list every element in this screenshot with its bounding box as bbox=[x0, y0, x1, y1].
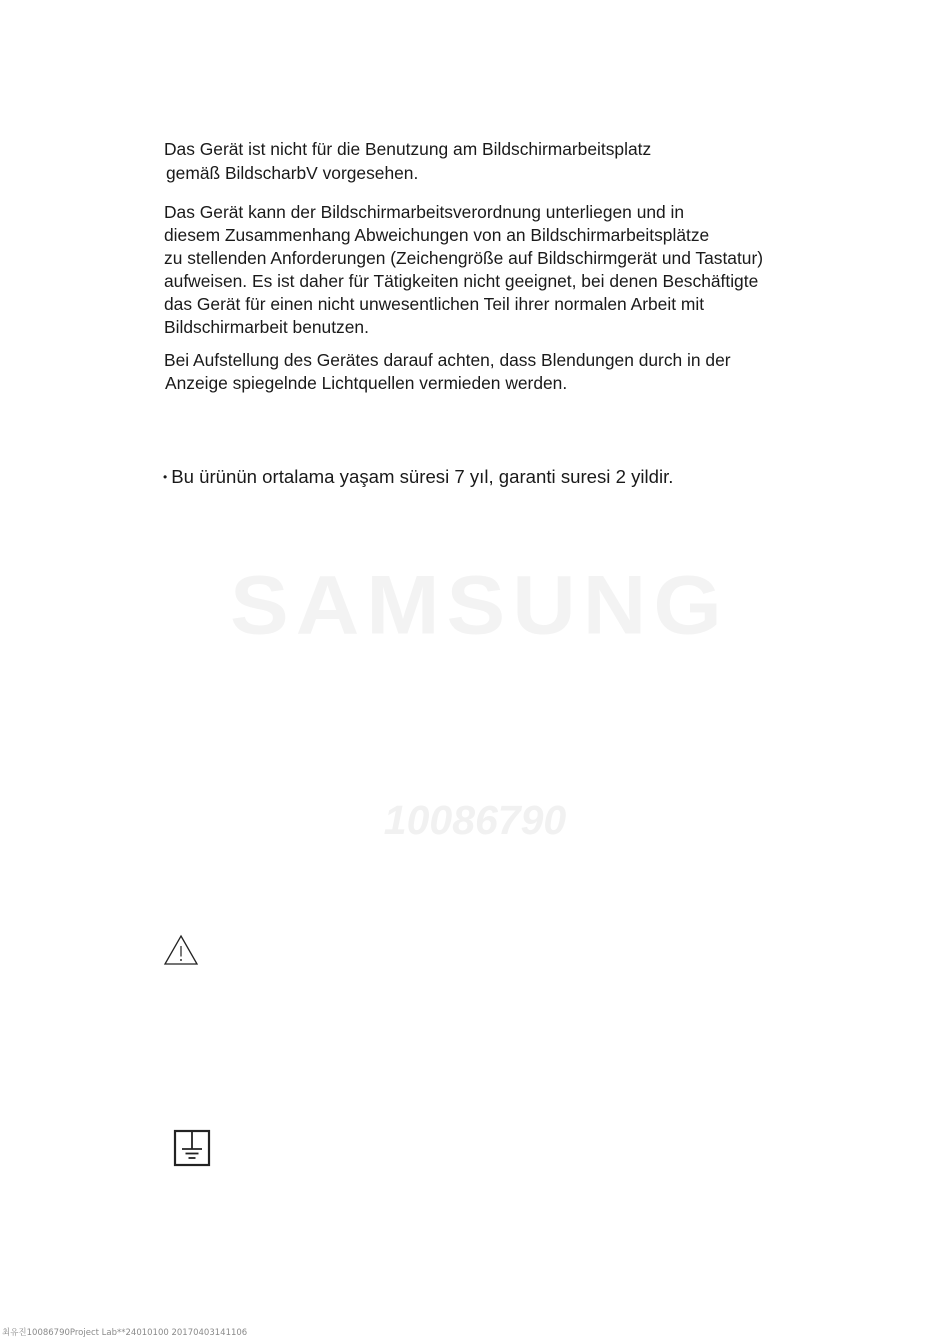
text-line: diesem Zusammenhang Abweichungen von an Bildschirmarbeitsplätze bbox=[164, 225, 710, 245]
text-line: Bildschirmarbeit benutzen. bbox=[164, 317, 369, 337]
lifespan-text: Bu ürünün ortalama yaşam süresi 7 yıl, garanti suresi 2 yildir. bbox=[171, 466, 674, 487]
paragraph-glare-notice bbox=[164, 349, 731, 395]
lifespan-bullet bbox=[163, 465, 673, 489]
paragraph-display-regulation bbox=[164, 201, 763, 339]
text-line: gemäß BildscharbV vorgesehen. bbox=[166, 163, 419, 183]
text-line: Anzeige spiegelnde Lichtquellen vermieden werden. bbox=[165, 373, 568, 393]
protective-earth-icon bbox=[173, 1129, 211, 1167]
print-footer: 최유진10086790Project Lab**24010100 20170403141106 bbox=[2, 1328, 248, 1338]
text-line: Das Gerät ist nicht für die Benutzung am Bildschirmarbeitsplatz bbox=[164, 139, 652, 159]
text-line: das Gerät für einen nicht unwesentlichen Teil ihrer normalen Arbeit mit bbox=[164, 294, 705, 314]
watermark-brand: SAMSUNG bbox=[230, 557, 729, 652]
text-line: Bei Aufstellung des Gerätes darauf achten, dass Blendungen durch in der bbox=[164, 350, 731, 370]
watermark-number: 10086790 bbox=[383, 797, 567, 843]
text-line: zu stellenden Anforderungen (Zeichengröße auf Bildschirmgerät und Tastatur) bbox=[164, 248, 764, 268]
text-line: aufweisen. Es ist daher für Tätigkeiten nicht geeignet, bei denen Beschäftigte bbox=[164, 271, 759, 291]
paragraph-display-workstation bbox=[164, 138, 651, 185]
text-line: Das Gerät kann der Bildschirmarbeitsverordnung unterliegen und in bbox=[164, 202, 685, 222]
bullet-marker: • bbox=[163, 470, 168, 484]
warning-triangle-icon bbox=[163, 934, 199, 966]
